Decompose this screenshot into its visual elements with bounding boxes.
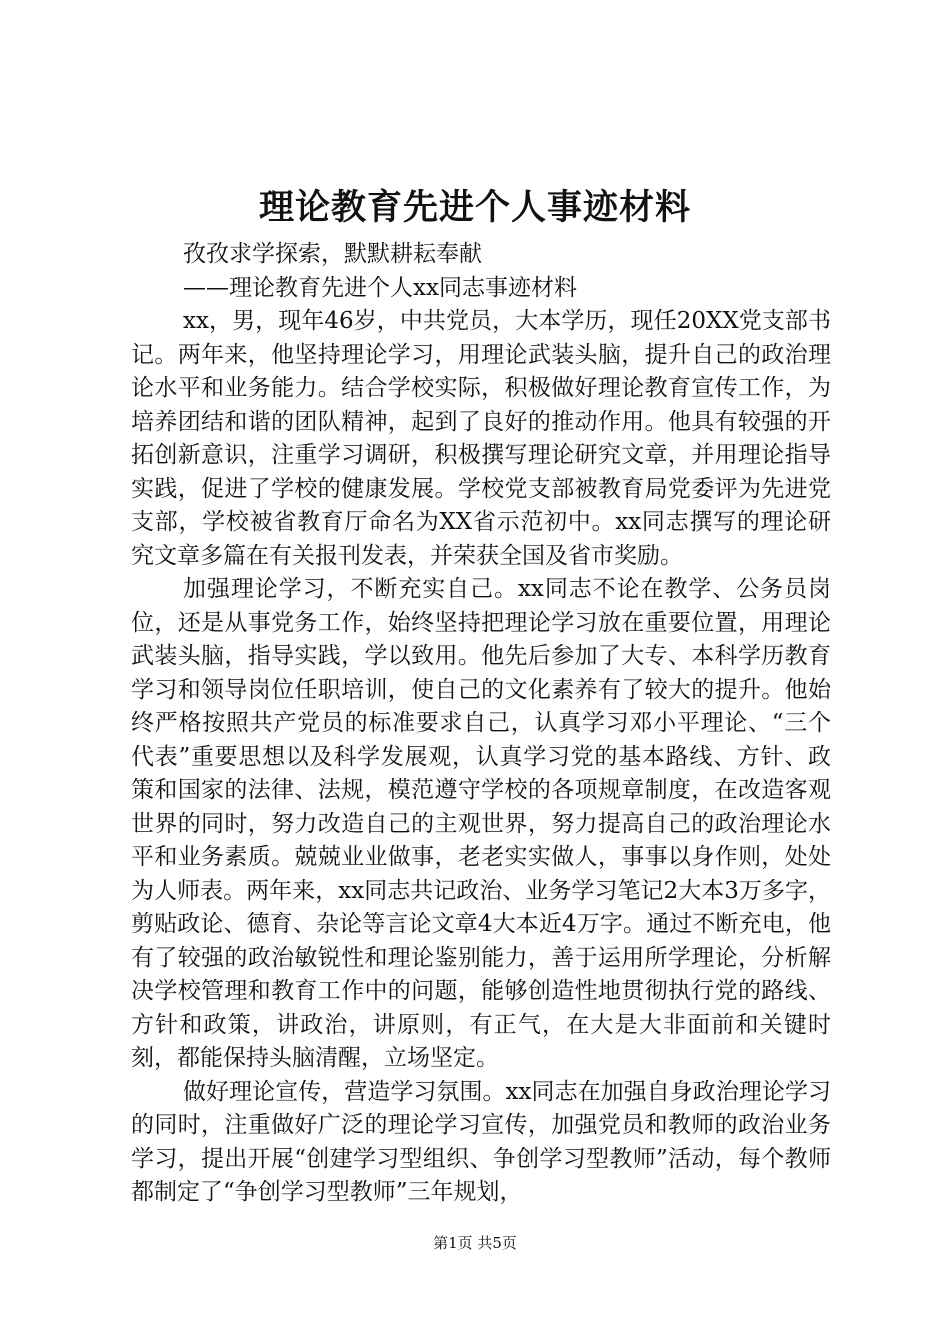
subtitle-line-2: ——理论教育先进个人xx同志事迹材料 <box>183 274 577 301</box>
document-body <box>131 238 831 1210</box>
page-footer: 第1页 共5页 <box>433 1234 517 1252</box>
paragraph-promotion: 做好理论宣传，营造学习氛围。xx同志在加强自身政治理论学习的同时，注重做好广泛的理论学习宣传，加强党员和教师的政治业务学习，提出开展“创建学习型组织、争创学习型教师”活动，每个教师都制定了“争创学习型教师”三年规划， <box>131 1078 831 1205</box>
paragraph-study: 加强理论学习，不断充实自己。xx同志不论在教学、公务员岗位，还是从事党务工作，始终坚持把理论学习放在重要位置，用理论武装头脑，指导实践，学以致用。他先后参加了大专、本科学历教育学习和领导岗位任职培训，使自己的文化素养有了较大的提升。他始终严格按照共产党员的标准要求自己，认真学习邓小平理论、“三个代表”重要思想以及科学发展观，认真学习党的基本路线、方针、政策和国家的法律、法规，模范遵守学校的各项规章制度，在改造客观世界的同时，努力改造自己的主观世界，努力提高自己的政治理论水平和业务素质。兢兢业业做事，老老实实做人，事事以身作则，处处为人师表。两年来，xx同志共记政治、业务学习笔记2大本3万多字，剪贴政论、德育、杂论等言论文章4大本近4万字。通过不断充电，他有了较强的政治敏锐性和理论鉴别能力，善于运用所学理论，分析解决学校管理和教育工作中的问题，能够创造性地贯彻执行党的路线、方针和政策，讲政治，讲原则，有正气，在大是大非面前和关键时刻，都能保持头脑清醒，立场坚定。 <box>131 576 831 1071</box>
paragraph-intro: xx，男，现年46岁，中共党员，大本学历，现任20XX党支部书记。两年来，他坚持理论学习，用理论武装头脑，提升自己的政治理论水平和业务能力。结合学校实际，积极做好理论教育宣传工作，为培养团结和谐的团队精神，起到了良好的推动作用。他具有较强的开拓创新意识，注重学习调研，积极撰写理论研究文章，并用理论指导实践，促进了学校的健康发展。学校党支部被教育局党委评为先进党支部，学校被省教育厅命名为XX省示范初中。xx同志撰写的理论研究文章多篇在有关报刊发表，并荣获全国及省市奖励。 <box>131 308 831 569</box>
document-title: 理论教育先进个人事迹材料 <box>258 187 691 228</box>
subtitle-line-1: 孜孜求学探索，默默耕耘奉献 <box>183 241 482 267</box>
